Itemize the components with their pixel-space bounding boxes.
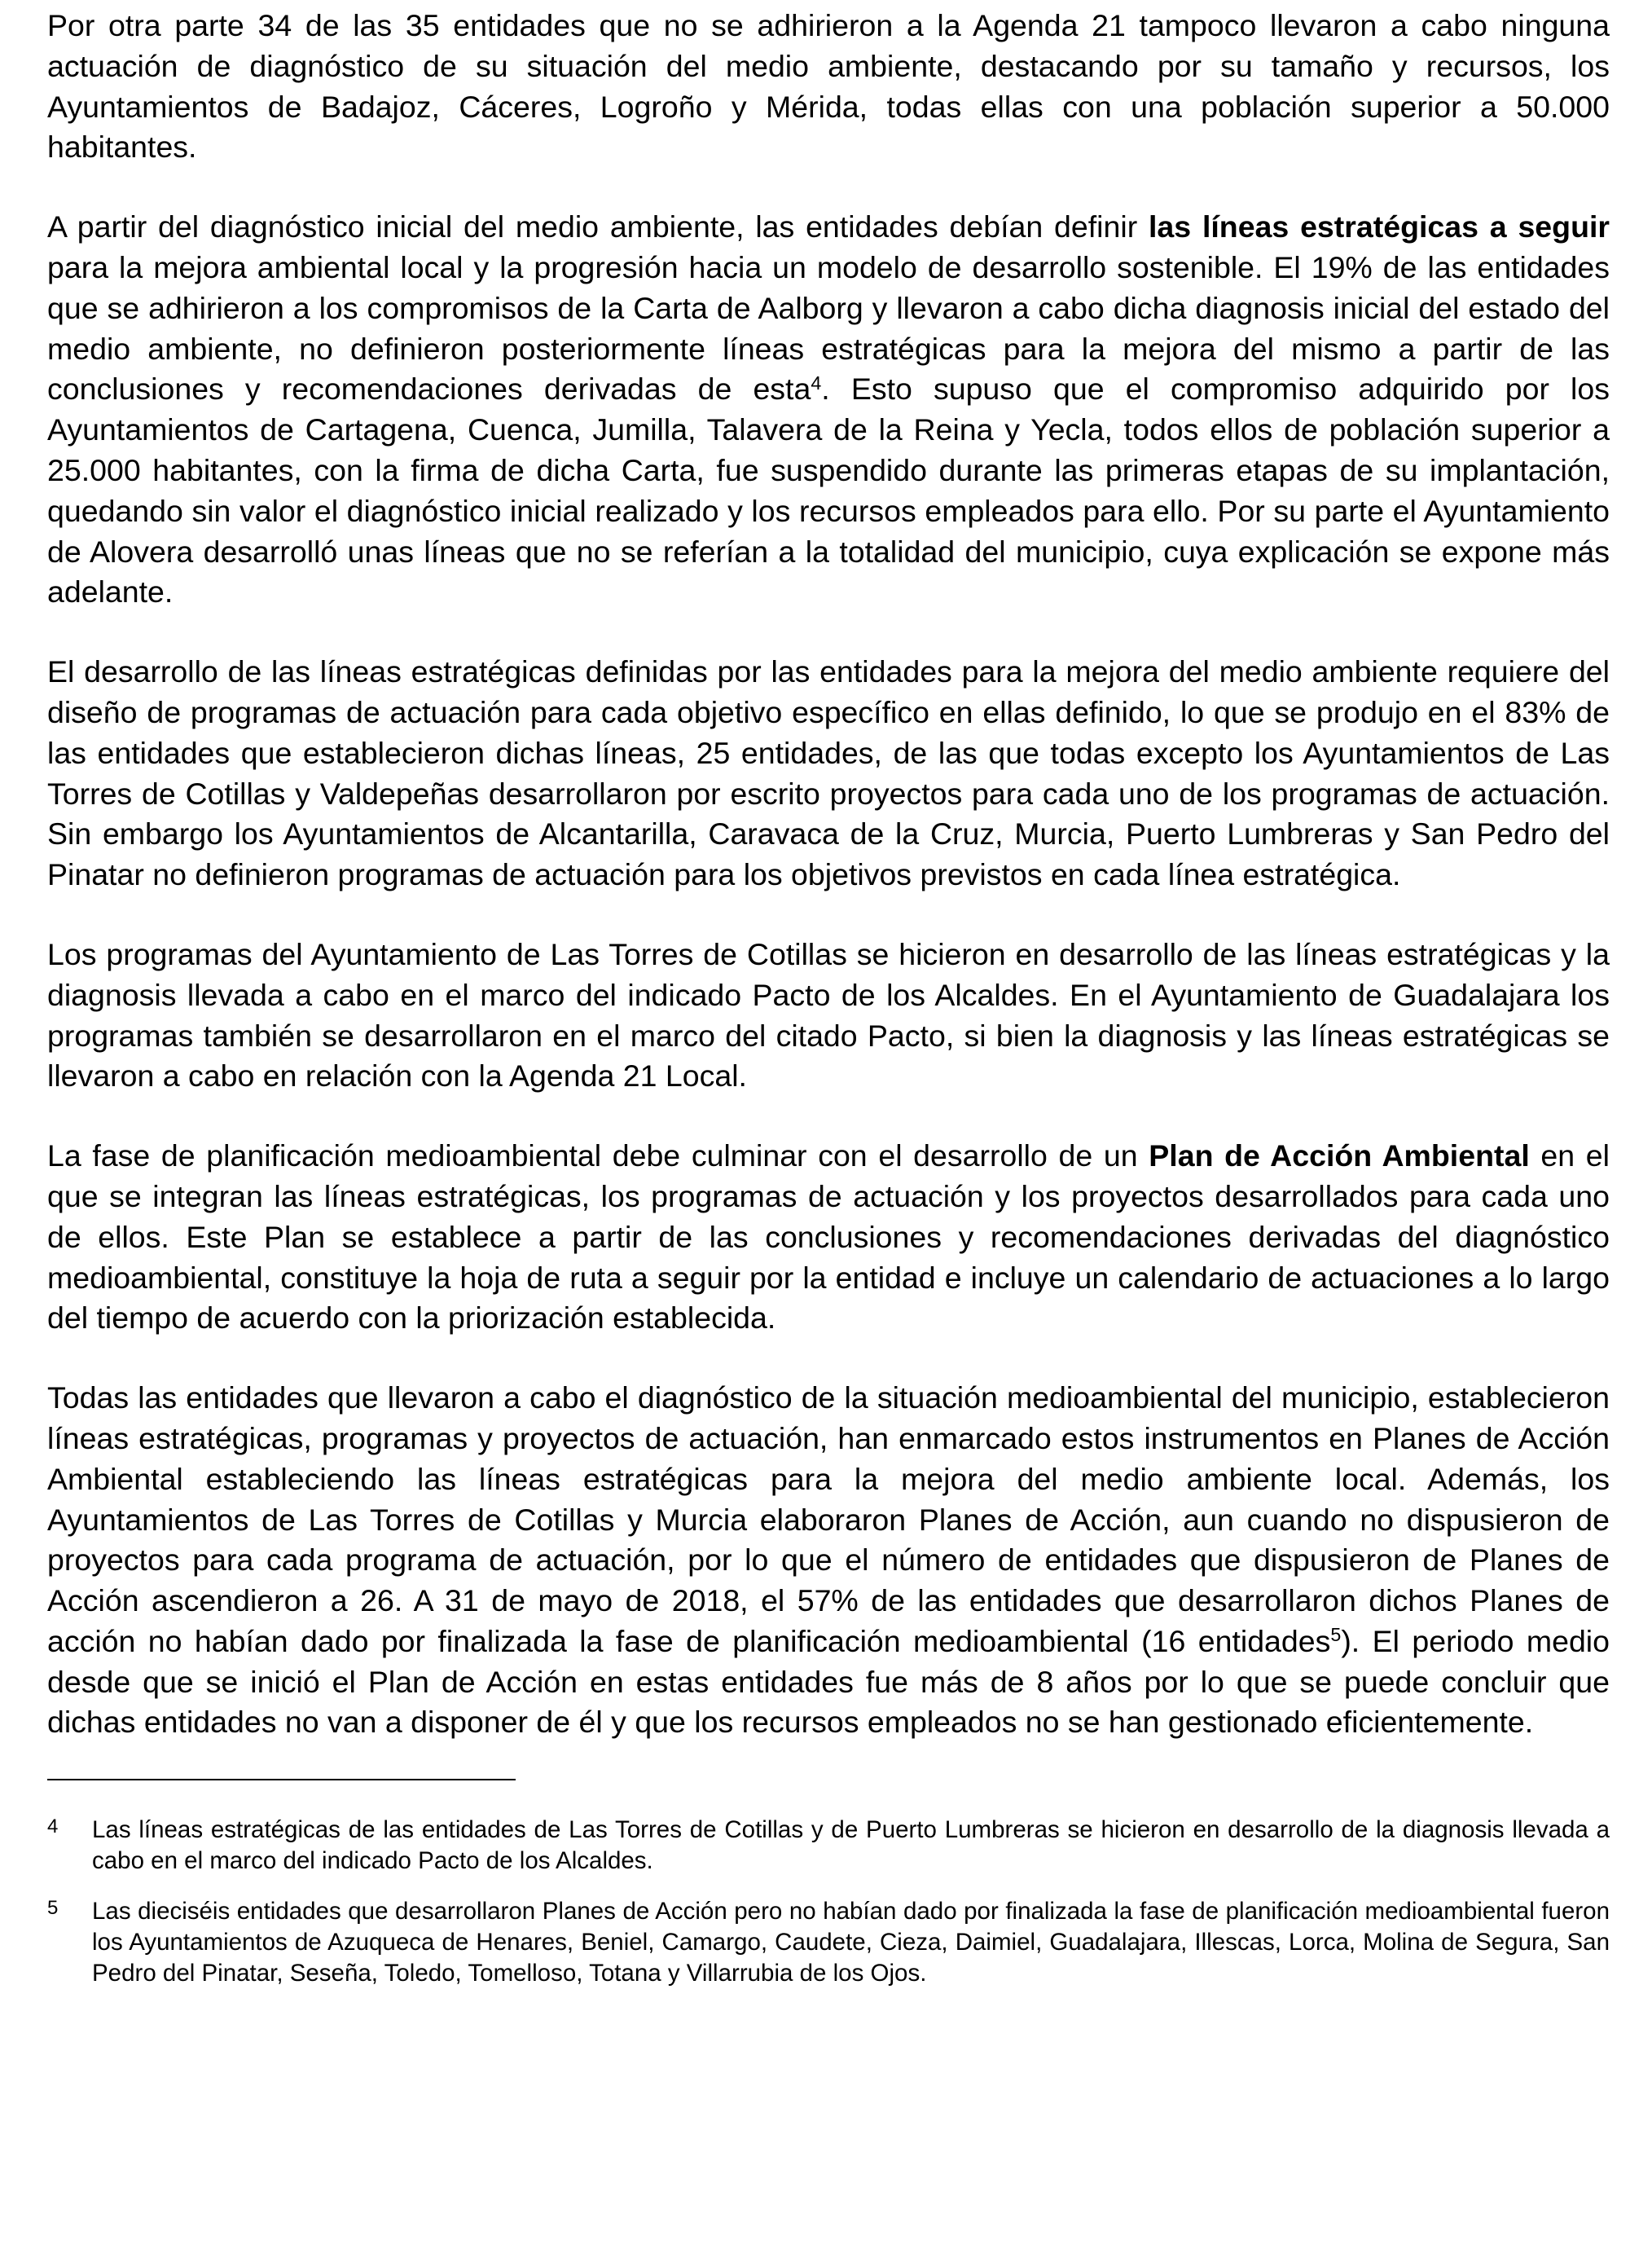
action-plan-rest: en el que se integran las líneas estratégicas, los programas de actuación y los proyectos desarrollados para cada uno de ellos. Este Plan se establece a partir de las conclusiones y recomendaciones derivadas del diagnóstico medioambiental, constituye la hoja de ruta a seguir por la entidad e incluye un calendario de actuaciones a lo largo del tiempo de acuerdo con la priorización establecida. xyxy=(47,1138,1610,1336)
action-plan-bold-term: Plan de Acción Ambiental xyxy=(1149,1138,1530,1173)
strategic-lines-middle: para la mejora ambiental local y la progresión hacia un modelo de desarrollo sostenible. El 19% de las entidades que se adhirieron a los compromisos de la Carta de Aalborg y llevaron a cabo dicha diagnosis inicial del estado del medio ambiente, no definieron posteriormente líneas estratégicas para la mejora del mismo a partir de las conclusiones y recomendaciones derivadas de esta xyxy=(47,249,1610,407)
strategic-lines-bold-term: las líneas estratégicas a seguir xyxy=(1149,209,1610,244)
footnote-ref-5[interactable]: 5 xyxy=(1330,1624,1342,1646)
footnote-ref-4[interactable]: 4 xyxy=(811,372,822,394)
action-plan-intro: La fase de planificación medioambiental debe culminar con el desarrollo de un xyxy=(47,1138,1149,1173)
paragraph-action-programs: El desarrollo de las líneas estratégicas definidas por las entidades para la mejora del medio ambiente requiere del diseño de programas de actuación para cada objetivo específico en ellas definido, lo que se produjo en el 83% de las entidades que establecieron dichas líneas, 25 entidades, de las que todas excepto los Ayuntamientos de Las Torres de Cotillas y Valdepeñas desarrollaron por escrito proyectos para cada uno de los programas de actuación. Sin embargo los Ayuntamientos de Alcantarilla, Caravaca de la Cruz, Murcia, Puerto Lumbreras y San Pedro del Pinatar no definieron programas de actuación para los objetivos previstos en cada línea estratégica. xyxy=(47,654,1610,892)
footnote-5 xyxy=(47,1896,1610,1989)
action-plan-status-intro: Todas las entidades que llevaron a cabo el diagnóstico de la situación medioambiental del municipio, establecieron líneas estratégicas, programas y proyectos de actuación, han enmarcado estos instrumentos en Planes de Acción Ambiental estableciendo las líneas estratégicas para la mejora del medio ambiente local. Además, los Ayuntamientos de Las Torres de Cotillas y Murcia elaboraron Planes de Acción, aun cuando no dispusieron de proyectos para cada programa de actuación, por lo que el número de entidades que dispusieron de Planes de Acción ascendieron a 26. A 31 de mayo de 2018, el 57% de las entidades que desarrollaron dichos Planes de acción no habían dado por finalizada la fase de planificación medioambiental (16 entidades xyxy=(47,1380,1610,1658)
footnote-text: Las dieciséis entidades que desarrollaron Planes de Acción pero no habían dado por finalizada la fase de planificación medioambiental fueron los Ayuntamientos de Azuqueca de Henares, Beniel, Camargo, Caudete, Cieza, Daimiel, Guadalajara, Illescas, Lorca, Molina de Segura, San Pedro del Pinatar, Seseña, Toledo, Tomelloso, Totana y Villarrubia de los Ojos. xyxy=(92,1898,1610,1987)
strategic-lines-rest: . Esto supuso que el compromiso adquirido por los Ayuntamientos de Cartagena, Cuenca, Jumilla, Talavera de la Reina y Yecla, todos ellos de población superior a 25.000 habitantes, con la firma de dicha Carta, fue suspendido durante las primeras etapas de su implantación, quedando sin valor el diagnóstico inicial realizado y los recursos empleados para ello. Por su parte el Ayuntamiento de Alovera desarrolló unas líneas que no se referían a la totalidad del municipio, cuya explicación se expone más adelante. xyxy=(47,372,1610,610)
paragraph-agenda21-non-adherents: Por otra parte 34 de las 35 entidades que no se adhirieron a la Agenda 21 tampoco llevaron a cabo ninguna actuación de diagnóstico de su situación del medio ambiente, destacando por su tamaño y recursos, los Ayuntamientos de Badajoz, Cáceres, Logroño y Mérida, todas ellas con una población superior a 50.000 habitantes. xyxy=(47,8,1610,165)
action-plan-status-rest: ). El periodo medio desde que se inició el Plan de Acción en estas entidades fue más de 8 años por lo que se puede concluir que dichas entidades no van a disponer de él y que los recursos empleados no se han gestionado eficientemente. xyxy=(47,1623,1610,1740)
paragraph-strategic-lines xyxy=(47,207,1610,613)
footnote-separator xyxy=(47,1779,516,1780)
footnote-text: Las líneas estratégicas de las entidades de Las Torres de Cotillas y de Puerto Lumbreras se hicieron en desarrollo de la diagnosis llevada a cabo en el marco del indicado Pacto de los Alcaldes. xyxy=(92,1816,1610,1875)
document-page xyxy=(47,0,1610,1989)
paragraph-action-plan xyxy=(47,1136,1610,1339)
footnote-number: 5 xyxy=(47,1897,59,1920)
paragraph-las-torres-guadalajara: Los programas del Ayuntamiento de Las Torres de Cotillas se hicieron en desarrollo de las líneas estratégicas y la diagnosis llevada a cabo en el marco del indicado Pacto de los Alcaldes. En el Ayuntamiento de Guadalajara los programas también se desarrollaron en el marco del citado Pacto, si bien la diagnosis y las líneas estratégicas se llevaron a cabo en relación con la Agenda 21 Local. xyxy=(47,936,1610,1094)
strategic-lines-intro: A partir del diagnóstico inicial del medio ambiente, las entidades debían definir xyxy=(47,209,1149,244)
footnote-4 xyxy=(47,1815,1610,1877)
paragraph-action-plan-status xyxy=(47,1378,1610,1743)
footnote-number: 4 xyxy=(47,1815,59,1838)
